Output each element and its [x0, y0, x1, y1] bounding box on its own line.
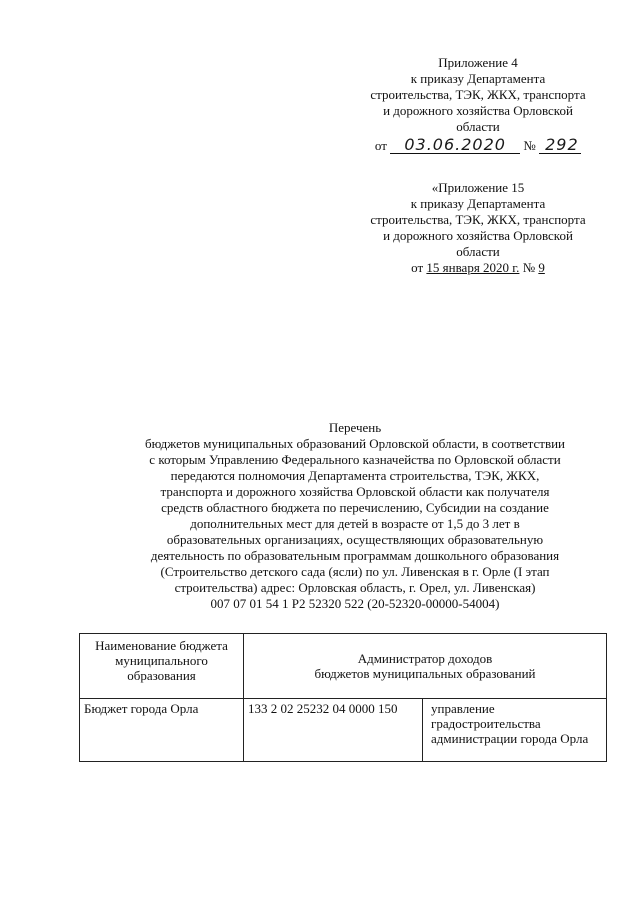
- header-administrator: [244, 634, 607, 699]
- handwritten-number: 292: [539, 137, 581, 154]
- title-line: строительства) адрес: Орловская область, г. Орел, ул. Ливенская): [174, 580, 536, 595]
- order-date: 15 января 2020 г.: [426, 260, 520, 275]
- title-line: с которым Управлению Федерального казначейства по Орловской области: [149, 452, 561, 467]
- appendix-15-line: строительства, ТЭК, ЖКХ, транспорта: [370, 212, 586, 227]
- appendix-15-order-line: [350, 260, 606, 276]
- order-number: 9: [538, 260, 545, 275]
- title-line: (Строительство детского сада (ясли) по ул. Ливенская в г. Орле (I этап: [160, 564, 550, 579]
- title-line: передаются полномочия Департамента строительства, ТЭК, ЖКХ,: [170, 468, 540, 483]
- header-budget-name: Наименование бюджета муниципального образования: [80, 634, 244, 699]
- appendix-4-block: [356, 55, 600, 154]
- document-title: [100, 420, 610, 612]
- appendix-15-line: области: [456, 244, 500, 259]
- header-administrator-line: бюджетов муниципальных образований: [314, 666, 536, 681]
- from-label: от: [374, 138, 387, 153]
- title-line: средств областного бюджета по перечислению, Субсидии на создание: [161, 500, 549, 515]
- title-line: образовательных организациях, осуществляющих образовательную: [166, 532, 544, 547]
- number-label: №: [522, 260, 536, 275]
- table-header-row: [80, 634, 607, 699]
- cell-budget: Бюджет города Орла: [80, 699, 244, 762]
- title-line: Перечень: [328, 420, 382, 435]
- table-row: [80, 699, 607, 762]
- title-line: дополнительных мест для детей в возрасте от 1,5 до 3 лет в: [190, 516, 520, 531]
- budget-table: [79, 633, 607, 762]
- appendix-4-line: к приказу Департамента: [410, 71, 546, 86]
- handwritten-date: 03.06.2020: [390, 137, 520, 154]
- appendix-4-order-line: [356, 137, 600, 154]
- title-line: бюджетов муниципальных образований Орловской области, в соответствии: [144, 436, 565, 451]
- appendix-15-line: к приказу Департамента: [410, 196, 546, 211]
- appendix-4-line: области: [456, 119, 500, 134]
- title-line: транспорта и дорожного хозяйства Орловской области как получателя: [160, 484, 550, 499]
- appendix-4-line: Приложение 4: [438, 55, 518, 70]
- appendix-15-line: и дорожного хозяйства Орловской: [383, 228, 573, 243]
- from-label: от: [411, 260, 424, 275]
- header-administrator-line: Администратор доходов: [357, 651, 493, 666]
- appendix-4-line: и дорожного хозяйства Орловской: [383, 103, 573, 118]
- appendix-15-line: «Приложение 15: [431, 180, 525, 195]
- appendix-15-block: [350, 180, 606, 276]
- cell-code: 133 2 02 25232 04 0000 150: [244, 699, 423, 762]
- appendix-4-line: строительства, ТЭК, ЖКХ, транспорта: [370, 87, 586, 102]
- cell-administrator: управление градостроительства администрации города Орла: [423, 699, 607, 762]
- title-line: 007 07 01 54 1 Р2 52320 522 (20-52320-00000-54004): [210, 596, 500, 611]
- number-label: №: [523, 138, 536, 153]
- title-line: деятельность по образовательным программам дошкольного образования: [150, 548, 560, 563]
